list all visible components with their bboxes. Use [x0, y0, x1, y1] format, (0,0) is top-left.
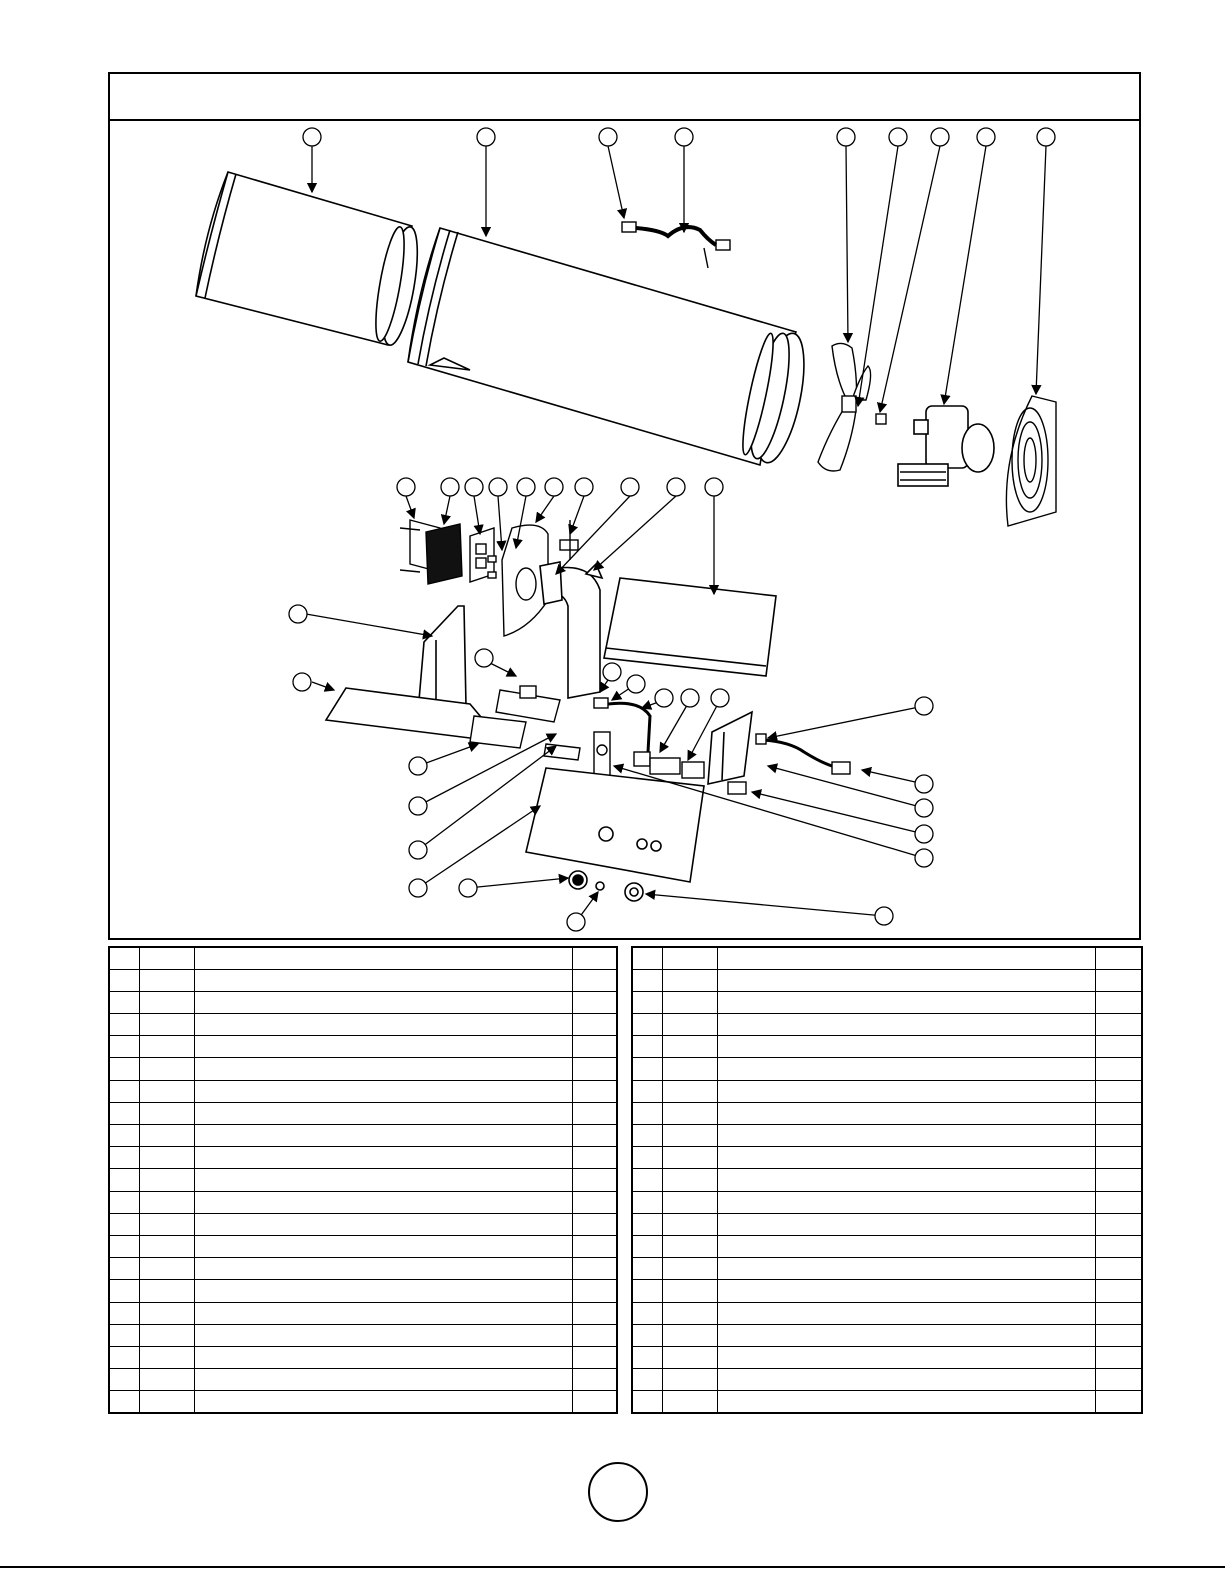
cell-part-number: [139, 1169, 194, 1191]
cell-description: [194, 969, 572, 991]
cell-description: [194, 1369, 572, 1391]
cell-quantity: [1095, 1080, 1142, 1102]
callout-37: [459, 879, 477, 897]
cell-part-number: [139, 1346, 194, 1368]
cell-quantity: [572, 1080, 617, 1102]
cell-description: [194, 947, 572, 969]
fan-guard: [1006, 396, 1056, 526]
shaft-key: [876, 414, 886, 424]
callout-27: [711, 689, 729, 707]
cell-item-number: [109, 1147, 139, 1169]
cell-quantity: [1095, 1191, 1142, 1213]
table-row: [109, 1302, 617, 1324]
cell-item-number: [109, 1324, 139, 1346]
cell-quantity: [572, 991, 617, 1013]
cell-description: [717, 1280, 1095, 1302]
callout-4: [675, 128, 693, 146]
cell-item-number: [632, 1369, 662, 1391]
callout-16: [575, 478, 593, 496]
callout-20: [289, 605, 307, 623]
cell-description: [717, 991, 1095, 1013]
cell-description: [194, 1302, 572, 1324]
cell-part-number: [139, 1080, 194, 1102]
callout-17: [621, 478, 639, 496]
cell-description: [717, 1014, 1095, 1036]
cell-part-number: [662, 1346, 717, 1368]
cell-description: [717, 1147, 1095, 1169]
table-row: [632, 1102, 1142, 1124]
table-row: [632, 1191, 1142, 1213]
cell-item-number: [109, 1058, 139, 1080]
table-row: [632, 947, 1142, 969]
cell-part-number: [139, 1324, 194, 1346]
cell-part-number: [139, 1235, 194, 1257]
table-row: [109, 1147, 617, 1169]
cell-item-number: [109, 1302, 139, 1324]
cell-quantity: [572, 969, 617, 991]
cell-quantity: [1095, 1280, 1142, 1302]
cell-quantity: [572, 947, 617, 969]
cell-description: [717, 1391, 1095, 1413]
cell-item-number: [632, 1147, 662, 1169]
cell-item-number: [632, 947, 662, 969]
cell-item-number: [632, 1346, 662, 1368]
callout-33: [409, 757, 427, 775]
cell-item-number: [632, 1213, 662, 1235]
cell-quantity: [572, 1191, 617, 1213]
cell-part-number: [139, 1014, 194, 1036]
cell-item-number: [632, 969, 662, 991]
table-row: [109, 1258, 617, 1280]
cell-part-number: [139, 947, 194, 969]
table-row: [109, 1014, 617, 1036]
callout-26: [681, 689, 699, 707]
cell-quantity: [1095, 1102, 1142, 1124]
wire-harness: [622, 222, 730, 268]
cell-description: [717, 1302, 1095, 1324]
callout-3: [599, 128, 617, 146]
callout-13: [489, 478, 507, 496]
cell-quantity: [572, 1102, 617, 1124]
rear-shell: [196, 172, 424, 348]
cell-description: [717, 1324, 1095, 1346]
cell-description: [194, 1346, 572, 1368]
table-row: [632, 1213, 1142, 1235]
callout-5: [837, 128, 855, 146]
side-bracket-right: [708, 712, 752, 784]
knobs: [569, 871, 643, 901]
table-row: [632, 1391, 1142, 1413]
fan-blade: [818, 343, 871, 471]
cell-item-number: [632, 1280, 662, 1302]
cell-item-number: [109, 1213, 139, 1235]
cell-part-number: [662, 1369, 717, 1391]
cell-quantity: [1095, 1369, 1142, 1391]
callout-35: [409, 841, 427, 859]
cell-quantity: [1095, 1125, 1142, 1147]
callout-2: [477, 128, 495, 146]
cell-quantity: [1095, 1258, 1142, 1280]
cell-part-number: [662, 1036, 717, 1058]
cell-item-number: [109, 1258, 139, 1280]
cell-part-number: [662, 1302, 717, 1324]
cell-description: [194, 1058, 572, 1080]
callout-34: [409, 797, 427, 815]
cell-part-number: [662, 1191, 717, 1213]
table-row: [632, 1036, 1142, 1058]
table-row: [109, 1191, 617, 1213]
cell-item-number: [632, 1324, 662, 1346]
callout-19: [705, 478, 723, 496]
cell-description: [717, 1169, 1095, 1191]
callout-18: [667, 478, 685, 496]
cell-quantity: [1095, 1169, 1142, 1191]
cell-part-number: [139, 1191, 194, 1213]
cell-item-number: [109, 1014, 139, 1036]
cell-part-number: [139, 1125, 194, 1147]
cell-part-number: [662, 991, 717, 1013]
cell-description: [717, 1235, 1095, 1257]
callout-23: [603, 663, 621, 681]
table-row: [109, 1346, 617, 1368]
table-row: [632, 1080, 1142, 1102]
cell-quantity: [572, 1147, 617, 1169]
callout-39: [875, 907, 893, 925]
callout-14: [517, 478, 535, 496]
page-number: [588, 1462, 648, 1522]
cell-quantity: [572, 1391, 617, 1413]
cell-item-number: [632, 1302, 662, 1324]
cell-quantity: [572, 1169, 617, 1191]
cell-description: [194, 1213, 572, 1235]
callout-21: [293, 673, 311, 691]
callout-38: [567, 913, 585, 931]
callout-30: [915, 799, 933, 817]
cell-part-number: [662, 1324, 717, 1346]
cell-item-number: [632, 1080, 662, 1102]
table-row: [109, 1235, 617, 1257]
cell-quantity: [1095, 1014, 1142, 1036]
table-row: [632, 969, 1142, 991]
cell-quantity: [1095, 969, 1142, 991]
cell-quantity: [572, 1369, 617, 1391]
cell-quantity: [1095, 1235, 1142, 1257]
cell-item-number: [632, 1191, 662, 1213]
cell-quantity: [1095, 1036, 1142, 1058]
cell-item-number: [632, 991, 662, 1013]
table-row: [109, 969, 617, 991]
table-row: [632, 1346, 1142, 1368]
cell-part-number: [662, 1391, 717, 1413]
callout-7: [931, 128, 949, 146]
cell-description: [194, 1102, 572, 1124]
cell-quantity: [1095, 1302, 1142, 1324]
cell-part-number: [662, 1058, 717, 1080]
table-row: [109, 947, 617, 969]
cell-quantity: [572, 1125, 617, 1147]
cell-quantity: [572, 1280, 617, 1302]
cell-description: [194, 1147, 572, 1169]
table-row: [109, 1391, 617, 1413]
cell-item-number: [632, 1235, 662, 1257]
cell-quantity: [572, 1346, 617, 1368]
cell-description: [194, 1324, 572, 1346]
cell-part-number: [662, 1102, 717, 1124]
cell-item-number: [109, 1391, 139, 1413]
cell-item-number: [632, 1102, 662, 1124]
callout-9: [1037, 128, 1055, 146]
cell-description: [717, 1058, 1095, 1080]
table-row: [632, 1147, 1142, 1169]
cell-item-number: [109, 1125, 139, 1147]
cell-part-number: [662, 1080, 717, 1102]
cell-part-number: [139, 1302, 194, 1324]
elbow-tube: [540, 562, 602, 698]
cell-item-number: [109, 1191, 139, 1213]
cell-description: [194, 1235, 572, 1257]
cell-description: [717, 1191, 1095, 1213]
callout-29: [915, 775, 933, 793]
callout-1: [303, 128, 321, 146]
callout-36: [409, 879, 427, 897]
callout-28: [915, 697, 933, 715]
parts-table-right-body: [632, 947, 1142, 1413]
table-row: [109, 1324, 617, 1346]
cell-description: [717, 969, 1095, 991]
cell-item-number: [632, 1391, 662, 1413]
cell-item-number: [632, 1058, 662, 1080]
callout-24: [627, 675, 645, 693]
cell-quantity: [572, 1036, 617, 1058]
cell-quantity: [1095, 947, 1142, 969]
cell-part-number: [662, 1213, 717, 1235]
table-row: [109, 1280, 617, 1302]
cell-quantity: [1095, 1147, 1142, 1169]
table-row: [632, 1169, 1142, 1191]
cell-item-number: [109, 1169, 139, 1191]
cell-description: [194, 1280, 572, 1302]
cell-part-number: [139, 1102, 194, 1124]
cell-description: [194, 1080, 572, 1102]
cell-quantity: [1095, 1346, 1142, 1368]
cell-quantity: [572, 1302, 617, 1324]
cell-part-number: [139, 1036, 194, 1058]
cell-part-number: [662, 947, 717, 969]
cell-quantity: [1095, 1324, 1142, 1346]
side-bracket-left: [418, 606, 466, 712]
control-box-parts: [470, 686, 610, 778]
top-panel: [604, 578, 776, 676]
table-row: [632, 1369, 1142, 1391]
parts-table-right: [631, 946, 1143, 1414]
callout-22: [475, 649, 493, 667]
cell-item-number: [109, 1080, 139, 1102]
cell-description: [194, 1125, 572, 1147]
cell-quantity: [1095, 1058, 1142, 1080]
table-row: [109, 1058, 617, 1080]
cell-part-number: [662, 1147, 717, 1169]
cell-description: [717, 1036, 1095, 1058]
cell-part-number: [662, 969, 717, 991]
table-row: [632, 1235, 1142, 1257]
cell-part-number: [662, 1125, 717, 1147]
cell-part-number: [139, 1258, 194, 1280]
cell-description: [717, 1213, 1095, 1235]
table-row: [109, 1125, 617, 1147]
cell-part-number: [139, 1280, 194, 1302]
table-row: [632, 1258, 1142, 1280]
cell-item-number: [109, 969, 139, 991]
cell-part-number: [139, 1058, 194, 1080]
cell-item-number: [632, 1169, 662, 1191]
table-row: [109, 1080, 617, 1102]
cell-description: [717, 1346, 1095, 1368]
cell-quantity: [572, 1235, 617, 1257]
table-row: [109, 1213, 617, 1235]
table-row: [632, 1280, 1142, 1302]
cell-part-number: [139, 1391, 194, 1413]
cell-item-number: [109, 991, 139, 1013]
cell-part-number: [139, 969, 194, 991]
parts-table-left: [108, 946, 618, 1414]
cell-description: [194, 1191, 572, 1213]
cell-part-number: [139, 1213, 194, 1235]
cell-description: [194, 991, 572, 1013]
table-row: [632, 1058, 1142, 1080]
cell-item-number: [632, 1125, 662, 1147]
cell-description: [717, 1102, 1095, 1124]
cell-item-number: [109, 1235, 139, 1257]
cell-part-number: [139, 991, 194, 1013]
cell-item-number: [109, 1280, 139, 1302]
cell-description: [194, 1391, 572, 1413]
callout-10: [397, 478, 415, 496]
cell-quantity: [572, 1258, 617, 1280]
table-row: [109, 1169, 617, 1191]
parts-table-left-body: [109, 947, 617, 1413]
cell-part-number: [662, 1235, 717, 1257]
cell-quantity: [572, 1213, 617, 1235]
cell-part-number: [662, 1014, 717, 1036]
callout-31: [915, 825, 933, 843]
callout-25: [655, 689, 673, 707]
cell-description: [194, 1258, 572, 1280]
cell-quantity: [572, 1014, 617, 1036]
motor: [898, 406, 994, 486]
cell-quantity: [572, 1058, 617, 1080]
cell-part-number: [139, 1369, 194, 1391]
callout-12: [465, 478, 483, 496]
cell-item-number: [109, 947, 139, 969]
cell-description: [717, 1125, 1095, 1147]
cell-part-number: [662, 1258, 717, 1280]
cell-description: [194, 1014, 572, 1036]
table-row: [632, 991, 1142, 1013]
footer-rule: [0, 1566, 1225, 1568]
cell-item-number: [109, 1346, 139, 1368]
cell-part-number: [139, 1147, 194, 1169]
callout-11: [441, 478, 459, 496]
table-row: [109, 1036, 617, 1058]
cell-description: [194, 1036, 572, 1058]
main-housing: [408, 228, 813, 467]
callout-15: [545, 478, 563, 496]
cell-description: [717, 1258, 1095, 1280]
cell-part-number: [662, 1280, 717, 1302]
callout-32: [915, 849, 933, 867]
cell-item-number: [632, 1014, 662, 1036]
callout-8: [977, 128, 995, 146]
callout-6: [889, 128, 907, 146]
cell-description: [717, 947, 1095, 969]
cell-description: [717, 1080, 1095, 1102]
cell-item-number: [632, 1036, 662, 1058]
table-row: [632, 1302, 1142, 1324]
cell-item-number: [109, 1036, 139, 1058]
cell-item-number: [632, 1258, 662, 1280]
cell-description: [717, 1369, 1095, 1391]
cell-item-number: [109, 1102, 139, 1124]
cell-part-number: [662, 1169, 717, 1191]
cell-quantity: [1095, 991, 1142, 1013]
table-row: [109, 1369, 617, 1391]
cell-quantity: [572, 1324, 617, 1346]
table-row: [109, 991, 617, 1013]
cell-description: [194, 1169, 572, 1191]
cell-quantity: [1095, 1213, 1142, 1235]
table-row: [632, 1324, 1142, 1346]
cell-item-number: [109, 1369, 139, 1391]
cell-quantity: [1095, 1391, 1142, 1413]
table-row: [632, 1014, 1142, 1036]
table-row: [632, 1125, 1142, 1147]
table-row: [109, 1102, 617, 1124]
